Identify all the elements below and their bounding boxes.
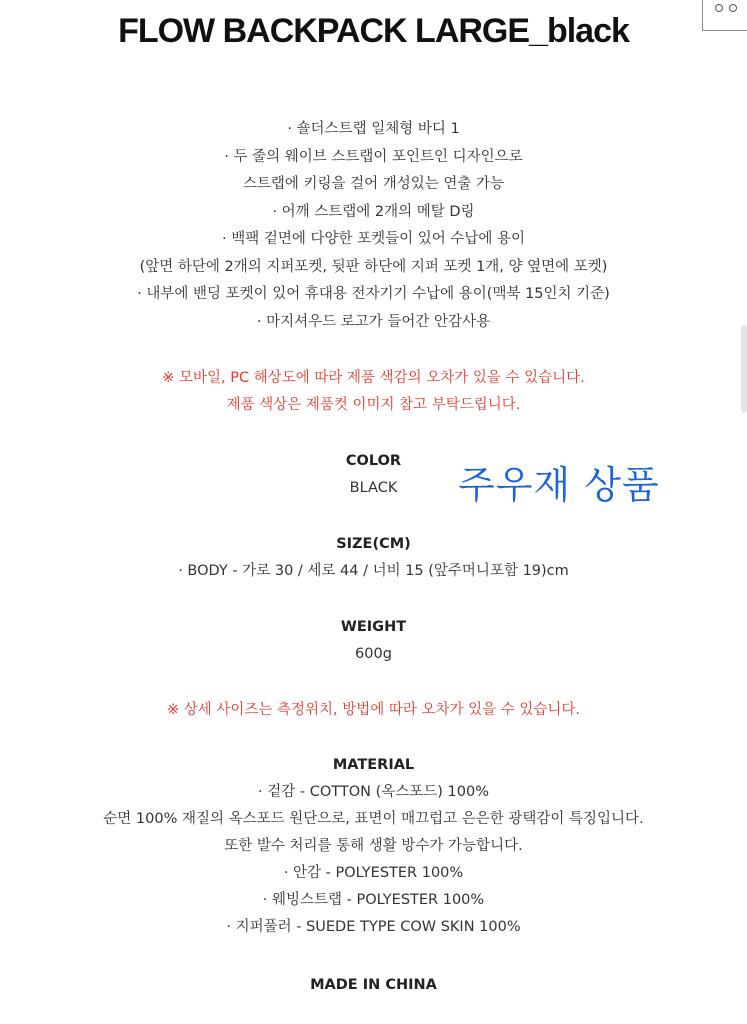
- material-line: · 겉감 - COTTON (옥스포드) 100%: [258, 784, 489, 800]
- material-line: · 웨빙스트랩 - POLYESTER 100%: [262, 892, 485, 908]
- product-title: FLOW BACKPACK LARGE_black: [118, 12, 629, 50]
- corner-dot-icon: [729, 4, 737, 12]
- material-line: 순면 100% 재질의 옥스포드 원단으로, 표면이 매끄럽고 은은한 광택감이 특징입니다.: [103, 811, 644, 827]
- corner-dot-icon: [715, 4, 723, 12]
- feature-line: · 두 줄의 웨이브 스트랩이 포인트인 디자인으로: [224, 148, 523, 165]
- feature-list: [0, 116, 747, 336]
- material-line: · 지퍼풀러 - SUEDE TYPE COW SKIN 100%: [226, 919, 521, 935]
- feature-line: (앞면 하단에 2개의 지퍼포켓, 뒷판 하단에 지퍼 포켓 1개, 양 옆면에 포켓): [139, 258, 608, 275]
- material-section: [0, 752, 747, 941]
- handwritten-note: 주우재 상품: [458, 463, 660, 507]
- material-line: 또한 발수 처리를 통해 생활 방수가 가능합니다.: [224, 838, 523, 854]
- warning-line: 제품 색상은 제품컷 이미지 참고 부탁드립니다.: [226, 397, 521, 413]
- color-heading: COLOR: [345, 453, 402, 469]
- corner-control[interactable]: [702, 0, 747, 31]
- material-line: · 안감 - POLYESTER 100%: [283, 865, 464, 881]
- origin-label: MADE IN CHINA: [310, 977, 437, 993]
- feature-line: · 내부에 밴딩 포켓이 있어 휴대용 전자기기 수납에 용이(맥북 15인치 기준): [137, 286, 610, 302]
- feature-line: · 어깨 스트랩에 2개의 메탈 D링: [272, 203, 475, 220]
- feature-line: · 백팩 겉면에 다양한 포켓들이 있어 수납에 용이: [221, 231, 525, 247]
- material-heading: MATERIAL: [332, 757, 415, 773]
- color-warning: [0, 365, 747, 419]
- size-section: [0, 531, 747, 585]
- weight-section: [0, 614, 747, 668]
- weight-value: 600g: [355, 646, 392, 662]
- feature-line: · 마지셔우드 로고가 들어간 안감사용: [256, 313, 491, 330]
- warning-line: ※ 모바일, PC 해상도에 따라 제품 색감의 오차가 있을 수 있습니다.: [162, 370, 585, 386]
- size-heading: SIZE(CM): [336, 536, 411, 552]
- size-value: · BODY - 가로 30 / 세로 44 / 너비 15 (앞주머니포함 19)cm: [178, 563, 569, 579]
- warning-line: ※ 상세 사이즈는 측정위치, 방법에 따라 오차가 있을 수 있습니다.: [166, 702, 581, 718]
- size-warning: [0, 697, 747, 724]
- feature-line: 스트랩에 키링을 걸어 개성있는 연출 가능: [242, 176, 505, 192]
- weight-heading: WEIGHT: [340, 619, 407, 635]
- color-value: BLACK: [349, 480, 398, 496]
- origin-section: [0, 972, 747, 999]
- feature-line: · 숄더스트랩 일체형 바디 1: [287, 121, 460, 137]
